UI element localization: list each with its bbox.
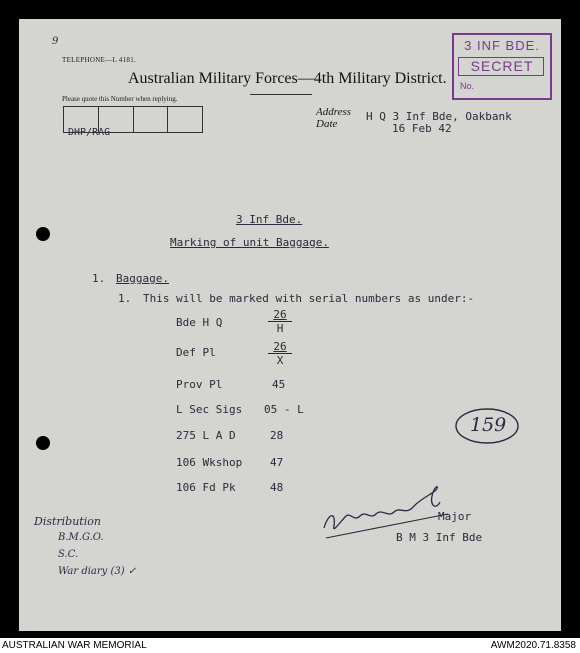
footer-accession-number: AWM2020.71.8358 (490, 640, 576, 651)
page-mark: 9 (52, 36, 59, 47)
row-unit: Bde H Q (176, 316, 223, 329)
row-serial: 26 (268, 308, 292, 322)
letterhead-title: Australian Military Forces—4th Military District. (128, 70, 447, 87)
secret-stamp (452, 33, 552, 100)
row-serial: 45 (272, 378, 286, 391)
paragraph-number: 1. (118, 292, 132, 305)
row-unit: 275 L A D (176, 429, 236, 442)
row-serial-fraction (268, 340, 292, 367)
date-label: Date (316, 118, 338, 130)
telephone-line: TELEPHONE—L 4181. (62, 56, 137, 64)
row-suffix: H (276, 322, 284, 335)
stamp-classification: SECRET (470, 58, 534, 74)
distribution-title: Distribution (34, 515, 101, 528)
row-unit: 106 Wkshop (176, 456, 243, 469)
punch-hole-top (36, 227, 50, 241)
signatory-rank: Major (438, 510, 472, 523)
row-unit: L Sec Sigs (176, 403, 243, 416)
address-label: Address (316, 106, 352, 118)
row-serial: 26 (268, 340, 292, 354)
folio-number: 159 (470, 414, 507, 436)
address-value: H Q 3 Inf Bde, Oakbank (366, 110, 512, 123)
stamp-unit: 3 INF BDE. (464, 38, 540, 53)
reference-code: DHP/RAG (68, 127, 111, 138)
paragraph-text: This will be marked with serial numbers as under:- (143, 292, 475, 305)
archive-footer (0, 638, 580, 653)
row-serial: 48 (270, 481, 284, 494)
row-serial-fraction (268, 308, 292, 335)
row-unit: Def Pl (176, 346, 216, 359)
date-value: 16 Feb 42 (392, 122, 452, 135)
distribution-item: B.M.G.O. (58, 532, 104, 543)
section-number: 1. (92, 272, 106, 285)
row-serial: 05 - L (264, 403, 304, 416)
heading-subject: Marking of unit Baggage. (170, 236, 329, 249)
row-unit: 106 Fd Pk (176, 481, 236, 494)
signatory-appointment: B M 3 Inf Bde (396, 531, 483, 544)
row-unit: Prov Pl (176, 378, 223, 391)
distribution-item: War diary (3) ✓ (58, 566, 137, 577)
punch-hole-bottom (36, 436, 50, 450)
quote-note: Please quote this Number when replying. (62, 95, 178, 103)
section-title: Baggage. (116, 272, 169, 285)
letterhead-divider (250, 94, 312, 95)
distribution-item: S.C. (58, 549, 79, 560)
row-serial: 28 (270, 429, 284, 442)
row-suffix: X (276, 354, 284, 367)
stamp-number-label: No. (460, 81, 475, 91)
heading-unit: 3 Inf Bde. (236, 213, 303, 226)
footer-institution: AUSTRALIAN WAR MEMORIAL (2, 640, 147, 651)
row-serial: 47 (270, 456, 284, 469)
